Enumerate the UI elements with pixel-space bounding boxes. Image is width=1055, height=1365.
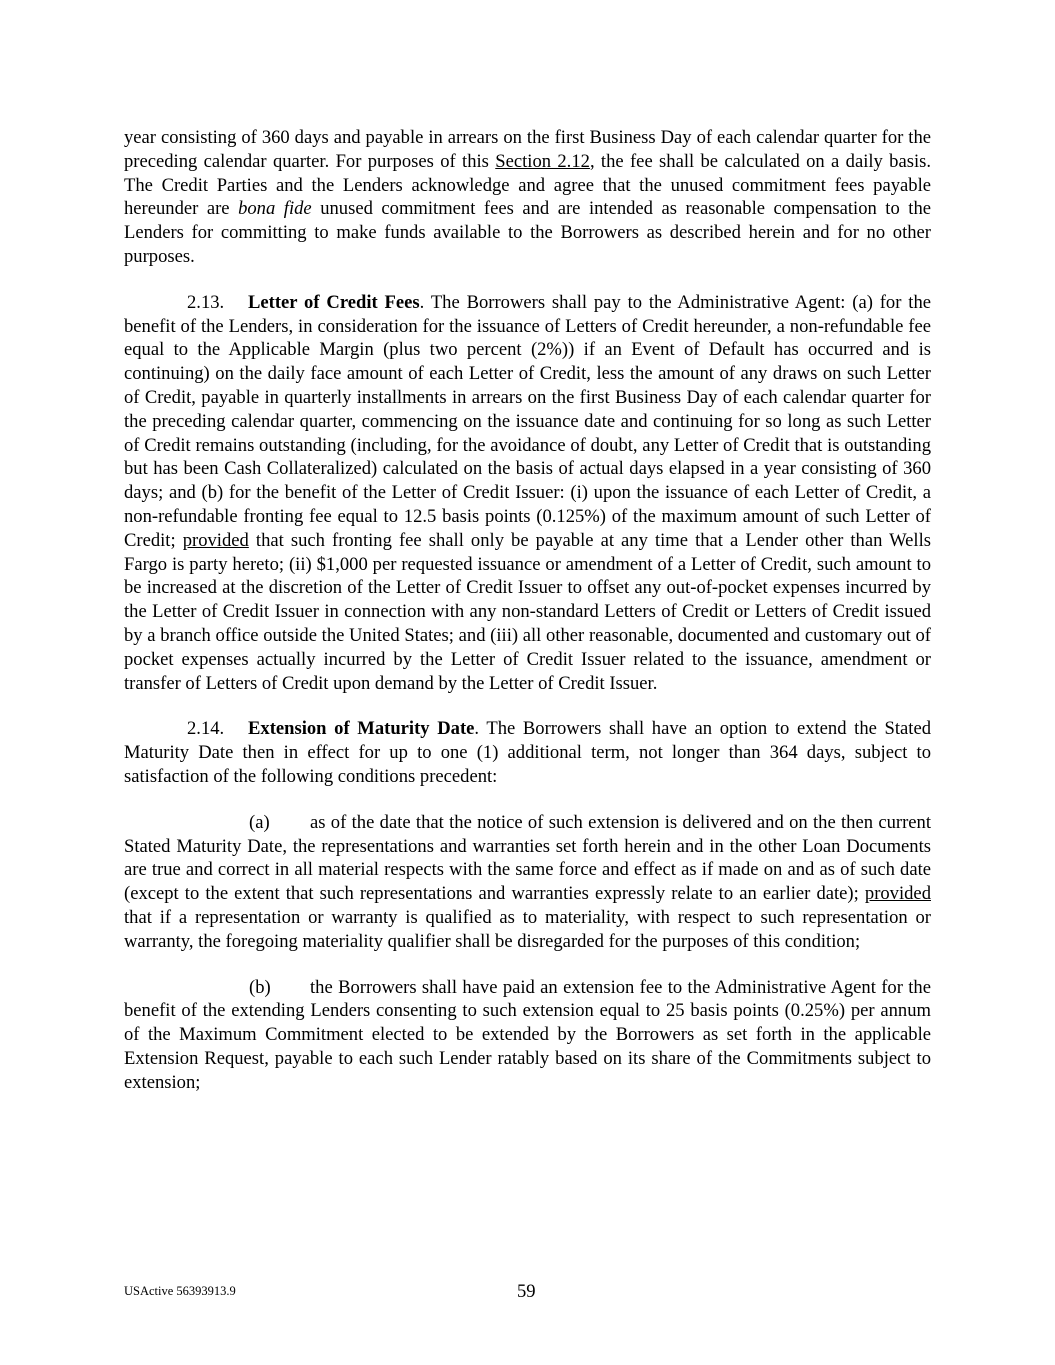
subsection-b	[124, 976, 931, 1095]
section-2-14	[124, 717, 931, 788]
section-title: Letter of Credit Fees	[248, 291, 420, 313]
text-run: that such fronting fee shall only be payable at any time that a Lender other than Wells Fargo is party hereto; (ii) $1,000 per requested issuance or amendment of a Letter of Credit, such amount to be increased at the discretion of the Letter of Credit Issuer to offset any out-of-pocket expenses incurred by the Letter of Credit Issuer in connection with any non-standard Letters of Credit or Letters of Credit issued by a branch office outside the United States; and (iii) all other reasonable, documented and customary out of pocket expenses actually incurred by the Letter of Credit Issuer related to the issuance, amendment or transfer of Letters of Credit upon demand by the Letter of Credit Issuer.	[124, 529, 931, 694]
provided-term: provided	[864, 883, 931, 905]
section-number: 2.13.	[187, 291, 225, 313]
text-run: the Borrowers shall have paid an extension fee to the Administrative Agent for the benefit of the extending Lenders consenting to such extension equal to 25 basis points (0.25%) per annum of the Maximum Commitment elected to be extended by the Borrowers as set forth in the applicable Extension Request, payable to each such Lender ratably based on its share of the Commitments subject to extension;	[124, 976, 931, 1093]
text-run: , the fee shall be calculated on a daily basis. The Credit Parties and the Lenders acknowledge and agree that the unused commitment fees payable hereunder are	[124, 150, 932, 220]
page-number: 59	[517, 1281, 536, 1302]
subsection-number: (b)	[249, 976, 271, 998]
section-number: 2.14.	[187, 718, 225, 740]
section-2-13	[124, 291, 931, 696]
subsection-number: (a)	[249, 811, 270, 833]
italic-term: bona fide	[238, 198, 312, 220]
section-reference: Section 2.12	[495, 150, 590, 172]
text-run: that if a representation or warranty is qualified as to materiality, with respect to such representation or warranty, the foregoing materiality qualifier shall be disregarded for the purposes of this condition;	[124, 906, 931, 952]
document-body	[124, 126, 931, 1094]
text-run: unused commitment fees and are intended as reasonable compensation to the Lenders for committing to make funds available to the Borrowers as described herein and for no other purposes.	[124, 198, 932, 267]
text-run: . The Borrowers shall have an option to extend the Stated Maturity Date then in effect for up to one (1) additional term, not longer than 364 days, subject to satisfaction of the following conditions precedent:	[124, 718, 931, 787]
text-run: as of the date that the notice of such extension is delivered and on the then current Stated Maturity Date, the representations and warranties set forth herein and in the other Loan Documents are true and correct in all material respects with the same force and effect as if made on and as of such date (except to the extent that such representations and warranties expressly relate to an earlier date);	[124, 811, 931, 905]
section-title: Extension of Maturity Date	[248, 718, 475, 740]
provided-term: provided	[182, 529, 249, 551]
subsection-a	[124, 811, 931, 954]
footer-document-id: USActive 56393913.9	[124, 1284, 236, 1298]
text-run: . The Borrowers shall pay to the Administrative Agent: (a) for the benefit of the Lenders, in consideration for the issuance of Letters of Credit hereunder, a non-refundable fee equal to the Applicable Margin (plus two percent (2%)) if an Event of Default has occurred and is continuing) on the daily face amount of each Letter of Credit, less the amount of any draws on such Letter of Credit, payable in quarterly installments in arrears on the first Business Day of each calendar quarter for the preceding calendar quarter, commencing on the issuance date and continuing for so long as such Letter of Credit remains outstanding (including, for the avoidance of doubt, any Letter of Credit that is outstanding but has been Cash Collateralized) calculated on the basis of actual days elapsed in a year consisting of 360 days; and (b) for the benefit of the Letter of Credit Issuer: (i) upon the issuance of each Letter of Credit, a non-refundable fronting fee equal to 12.5 basis points (0.125%) of the maximum amount of such Letter of Credit;	[124, 291, 931, 551]
text-run: year consisting of 360 days and payable in arrears on the first Business Day of each calendar quarter for the preceding calendar quarter. For purposes of this	[124, 127, 931, 172]
paragraph-continuation	[124, 126, 931, 269]
